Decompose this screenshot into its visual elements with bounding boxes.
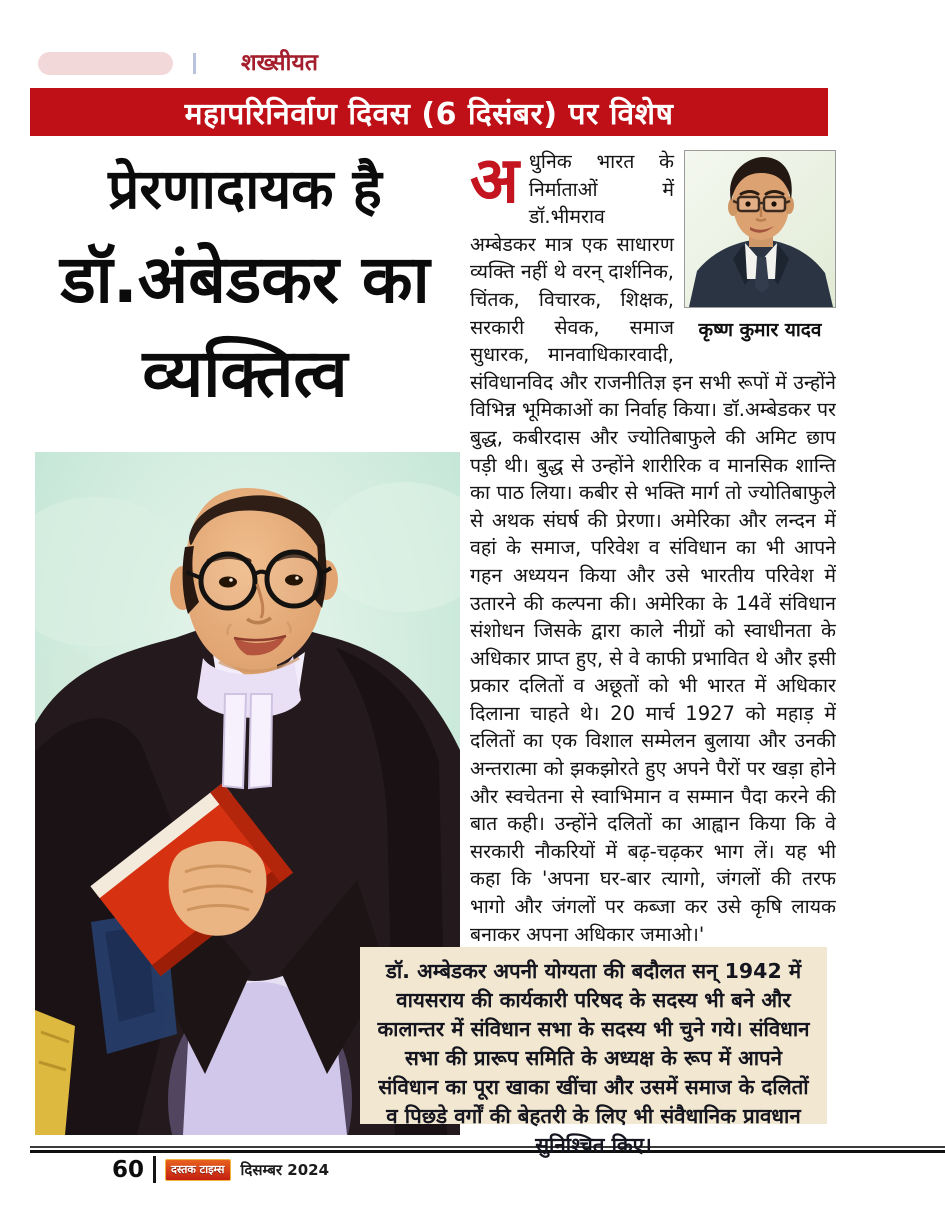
headline-line1: प्रेरणादायक है [108,157,382,221]
page-number: 60 [112,1156,145,1183]
author-photo-block [684,150,836,345]
author-photo [684,150,836,308]
page-title [28,146,462,420]
header-divider [193,53,196,74]
article-body [470,148,836,948]
issue-date: दिसम्बर 2024 [240,1160,330,1179]
footer-divider [153,1156,156,1183]
author-caption: कृष्ण कुमार यादव [698,319,822,341]
footer [112,1156,329,1183]
dropcap: अ [470,148,519,218]
highlight-box: डॉ. अम्बेडकर अपनी योग्यता की बदौलत सन् 1942 में वायसराय की कार्यकारी परिषद के सदस्य भी बने और कालान्तर में संविधान सभा के सदस्य भी चुने गये। संविधान सभा की प्रारूप समिति के अध्यक्ष के रूप में आपने संविधान का पूरा खाका खींचा और उसमें समाज के दलितों व पिछड़े वर्गों की बेहतरी के लिए भी संवैधानिक प्रावधान सुनिश्चित किए। [360,947,827,1124]
masthead-pill [38,52,173,75]
headline-line3: व्यक्तित्व [142,335,348,412]
headline-line2: डॉ.अंबेडकर का [60,241,430,318]
footer-rule-thick [30,1150,945,1153]
magazine-logo: दस्तक टाइम्स [165,1159,230,1181]
paragraph-1-text: धुनिक भारत के निर्माताओं में डॉ.भीमराव अम्बेडकर मात्र एक साधारण व्यक्ति नहीं थे वरन् दार्शनिक, चिंतक, विचारक, शिक्षक, सरकारी सेवक, समाज सुधारक, मानवाधिकारवादी, संविधानविद और राजनीतिज्ञ इन सभी रूपों में उन्होंने विभिन्न भूमिकाओं का निर्वाह किया। डॉ.अम्बेडकर पर बुद्ध, कबीरदास और ज्योतिबाफुले की अमिट छाप पड़ी थी। बुद्ध से उन्होंने शारीरिक व मानसिक शान्ति का पाठ लिया। कबीर से भक्ति मार्ग तो ज्योतिबाफुले से अथक संघर्ष की प्रेरणा। अमेरिका और लन्दन में वहां के समाज, परिवेश व संविधान का भी आपने गहन अध्ययन किया और उसे भारतीय परिवेश में उतारने की कल्पना की। अमेरिका के 14वें संविधान संशोधन जिसके द्वारा काले नीग्रों को स्वाधीनता के अधिकार प्राप्त हुए, से वे काफी प्रभावित थे और इसी प्रकार दलितों व अछूतों को भी भारत में अधिकार दिलाना चाहते थे। 20 मार्च 1927 को महाड़ में दलितों का एक विशाल सम्मेलन बुलाया और उनकी अन्तरात्मा को झकझोरते हुए अपने पैरों पर खड़ा होने और स्वचेतना से स्वाभिमान व सम्मान पैदा करने की बात कही। उन्होंने दलितों का आह्वान किया कि वे सरकारी नौकरियों में बढ़-चढ़कर भाग लें। यह भी कहा कि 'अपना घर-बार त्यागो, जंगलों की तरफ भागो और जंगलों पर कब्जा कर उसे कृषि लायक बनाकर अपना अधिकार जमाओ।' [470,150,836,946]
special-banner: महापरिनिर्वाण दिवस (6 दिसंबर) पर विशेष [30,88,828,136]
header-meta [38,50,318,76]
footer-rule-thin [30,1146,945,1148]
section-label: शख्सीयत [241,49,318,76]
